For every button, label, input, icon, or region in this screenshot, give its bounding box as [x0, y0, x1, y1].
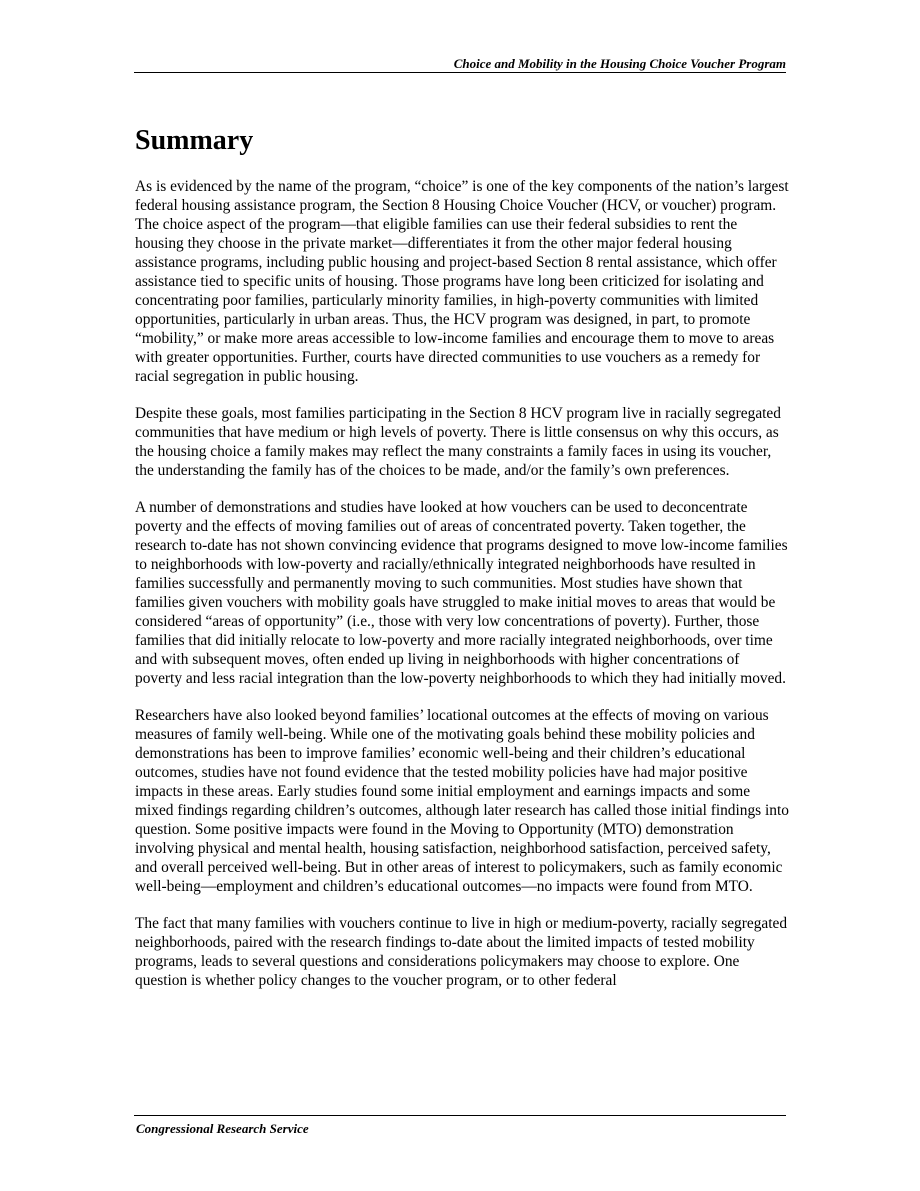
running-header: Choice and Mobility in the Housing Choice Voucher Program: [453, 56, 786, 71]
footer-rule: [134, 1115, 786, 1116]
section-title: Summary: [135, 125, 254, 156]
body-text: [135, 177, 789, 1008]
header-rule: [134, 72, 786, 73]
paragraph-5: The fact that many families with vouchers continue to live in high or medium-poverty, racially segregated neighborhoods, paired with the research findings to-date about the limited impacts of tested mobility programs, leads to several questions and considerations policymakers may choose to explore. One question is whether policy changes to the voucher program, or to other federal: [135, 915, 788, 989]
paragraph-2: Despite these goals, most families participating in the Section 8 HCV program live in racially segregated communities that have medium or high levels of poverty. There is little consensus on why this occurs, as the housing choice a family makes may reflect the many constraints a family faces in using its voucher, the understanding the family has of the choices to be made, and/or the family’s own preferences.: [135, 405, 781, 479]
paragraph-4: Researchers have also looked beyond families’ locational outcomes at the effects of moving on various measures of family well-being. While one of the motivating goals behind these mobility policies and demonstrations has been to improve families’ economic well-being and their children’s educational outcomes, studies have not found evidence that the tested mobility policies have had major positive impacts in these areas. Early studies found some initial employment and earnings impacts and some mixed findings regarding children’s outcomes, although later research has called those initial findings into question. Some positive impacts were found in the Moving to Opportunity (MTO) demonstration involving physical and mental health, housing satisfaction, neighborhood satisfaction, perceived safety, and overall perceived well-being. But in other areas of interest to policymakers, such as family economic well-being—employment and children’s educational outcomes—no impacts were found from MTO.: [135, 707, 789, 895]
paragraph-1: As is evidenced by the name of the program, “choice” is one of the key components of the nation’s largest federal housing assistance program, the Section 8 Housing Choice Voucher (HCV, or voucher) program. The choice aspect of the program—that eligible families can use their federal subsidies to rent the housing they choose in the private market—differentiates it from the other major federal housing assistance programs, including public housing and project-based Section 8 rental assistance, which offer assistance tied to specific units of housing. Those programs have long been criticized for isolating and concentrating poor families, particularly minority families, in high-poverty communities with limited opportunities, particularly in urban areas. Thus, the HCV program was designed, in part, to promote “mobility,” or make more areas accessible to low-income families and encourage them to move to areas with greater opportunities. Further, courts have directed communities to use vouchers as a remedy for racial segregation in public housing.: [135, 178, 789, 385]
running-footer: Congressional Research Service: [136, 1121, 309, 1136]
paragraph-3: A number of demonstrations and studies have looked at how vouchers can be used to deconcentrate poverty and the effects of moving families out of areas of concentrated poverty. Taken together, the research to-date has not shown convincing evidence that programs designed to move low-income families to neighborhoods with low-poverty and racially/ethnically integrated neighborhoods have resulted in families successfully and permanently moving to such communities. Most studies have shown that families given vouchers with mobility goals have struggled to make initial moves to areas that would be considered “areas of opportunity” (i.e., those with very low concentrations of poverty). Further, those families that did initially relocate to low-poverty and more racially integrated neighborhoods, over time and with subsequent moves, often ended up living in neighborhoods with higher concentrations of poverty and less racial integration than the low-poverty neighborhoods to which they had initially moved.: [135, 499, 788, 687]
